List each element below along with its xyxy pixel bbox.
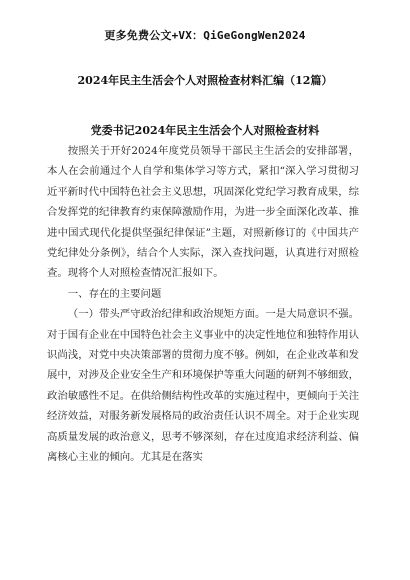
promo-banner: 更多免费公文+VX：QiGeGongWen2024 xyxy=(104,29,306,42)
paragraph-intro: 按照关于开好2024年度党员领导干部民主生活会的安排部署，本人在会前通过个人自学和集体学习等方式，紧扣“深入学习贯彻习近平新时代中国特色社会主义思想，巩固深化党纪学习教育成果，综合发挥党的纪律教育约束保障激励作用，为进一步全面深化改革、推进中国式现代化提供坚强纪律保证”主题，对照新修订的《中国共产党纪律处分条例》，结合个人实际，深入查找问题，认真进行对照检查。现将个人对照检查情况汇报如下。 xyxy=(47,145,359,280)
document-body xyxy=(47,141,359,468)
paragraph-political-discipline: （一）带头严守政治纪律和政治规矩方面。一是大局意识不强。对于国有企业在中国特色社会主义事业中的决定性地位和独特作用认识尚浅，对党中央决策部署的贯彻力度不够。例如，在企业改革和发展中，对涉及企业安全生产和环境保护等重大问题的研判不够细致，政治敏感性不足。在供给侧结构性改革的实施过程中，更倾向于关注经济效益，对服务新发展格局的政治责任认识不周全。对于企业实现高质量发展的政治意义，思考不够深刻，存在过度追求经济利益、偏离核心主业的倾向。尤其是在落实 xyxy=(47,308,359,464)
section-heading-problems: 一、存在的主要问题 xyxy=(67,287,162,300)
section-title: 党委书记2024年民主生活会个人对照检查材料 xyxy=(90,124,320,137)
document-title: 2024年民主生活会个人对照检查材料汇编（12篇） xyxy=(77,74,333,87)
